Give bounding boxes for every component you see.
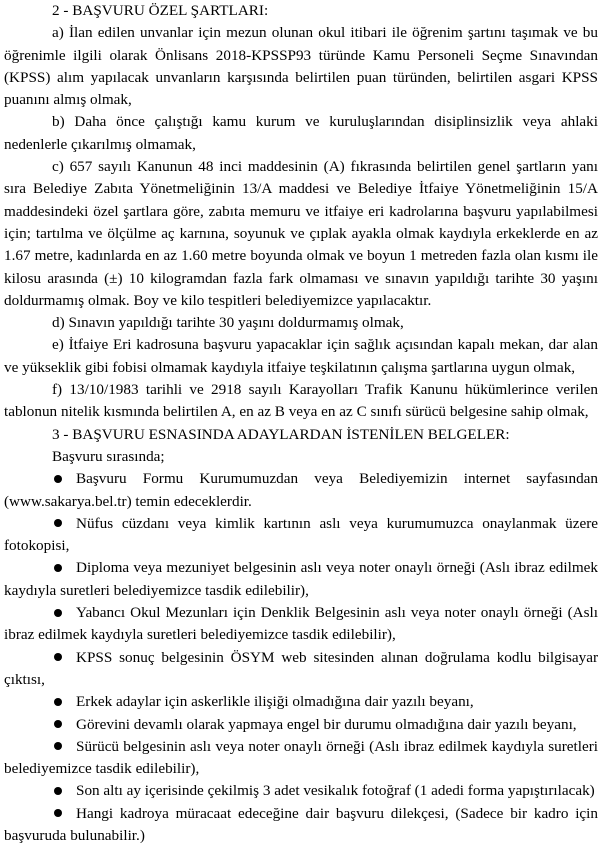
document-list-item xyxy=(4,736,598,781)
list-item-text: Sürücü belgesinin aslı veya noter onaylı örneği (Aslı ibraz edilmek kaydıyla suretleri belediyemizce tasdik edilebilir), xyxy=(4,737,598,778)
document-list-item xyxy=(4,803,598,847)
bullet-icon xyxy=(54,564,62,572)
requirement-b: b) Daha önce çalıştığı kamu kurum ve kuruluşlarından disiplinsizlik veya ahlaki nedenlerle çıkarılmış olmamak, xyxy=(4,113,598,153)
bullet-icon xyxy=(54,609,62,617)
list-item-text: KPSS sonuç belgesinin ÖSYM web sitesinden alınan doğrulama kodlu bilgisayar çıktısı, xyxy=(4,648,598,688)
list-item-text: Hangi kadroya müracaat edeceğine dair başvuru dilekçesi, (Sadece bir kadro için başvuruda bulunabilir.) xyxy=(4,804,598,844)
bullet-icon xyxy=(54,475,62,483)
list-item-text: Yabancı Okul Mezunları için Denklik Belgesinin aslı veya noter onaylı örneği (Aslı ibraz edilmek kaydıyla suretleri belediyemizce tasdik edilebilir), xyxy=(4,604,598,644)
section-3-heading: 3 - BAŞVURU ESNASINDA ADAYLARDAN İSTENİLEN BELGELER: xyxy=(52,425,510,443)
list-item-text: Diploma veya mezuniyet belgesinin aslı veya noter onaylı örneği (Aslı ibraz edilmek kaydıyla suretleri belediyemizce tasdik edilebilir), xyxy=(4,559,598,599)
document-list-item xyxy=(4,468,598,513)
bullet-icon xyxy=(54,519,62,527)
requirement-f: f) 13/10/1983 tarihli ve 2918 sayılı Karayolları Trafik Kanunu hükümlerince verilen tablonun nitelik kısmında belirtilen A, en az B veya en az C sınıfı sürücü belgesine sahip olmak, xyxy=(4,381,598,421)
document-list-item xyxy=(4,780,598,802)
bullet-icon xyxy=(54,653,62,661)
requirement-c: c) 657 sayılı Kanunun 48 inci maddesinin (A) fıkrasında belirtilen genel şartların yanı sıra Belediye Zabıta Yönetmeliğinin 13/A maddesi ve Belediye İtfaiye Yönetmeliğinin 15/A maddesindeki özel şartlara göre, zabıta memuru ve itfaiye eri kadrolarına başvuru yapılabilmesi için; tartılma ve ölçülme aç karnına, soyunuk ve çıplak ayakla olmak kaydıyla erkeklerde en az 1.67 metre, kadınlarda en az 1.60 metre boyunda olmak ve boyun 1 metreden fazla olan kısmı ile kilosu arasında (±) 10 kilogramdan fazla fark olmaması ve sınavın yapıldığı tarihte 30 yaşını doldurmamış olmak. Boy ve kilo tespitleri belediyemizce yapılacaktır. xyxy=(4,158,598,309)
requirement-d: d) Sınavın yapıldığı tarihte 30 yaşını doldurmamış olmak, xyxy=(52,314,404,332)
document-list-item xyxy=(4,647,598,692)
section-3-intro: Başvuru sırasında; xyxy=(52,447,165,465)
list-item-text: Erkek adaylar için askerlikle ilişiği olmadığına dair yazılı beyanı, xyxy=(76,693,474,711)
document-list-item xyxy=(4,714,598,736)
bullet-icon xyxy=(54,742,62,750)
requirement-a: a) İlan edilen unvanlar için mezun olunan okul itibari ile öğrenim şartını taşımak ve bu öğrenimle ilgili olarak Önlisans 2018-KPSSP93 türünde Kamu Personeli Seçme Sınavından (KPSS) alım yapılacak unvanların karşısında belirtilen puan türünden, belirtilen asgari KPSS puanını almış olmak, xyxy=(4,24,598,109)
requirement-e: e) İtfaiye Eri kadrosuna başvuru yapacaklar için sağlık açısından kapalı mekan, dar alan ve yükseklik gibi fobisi olmamak kaydıyla itfaiye teşkilatının çalışma şartlarına uygun olmak, xyxy=(4,336,598,376)
document-list-item xyxy=(4,691,598,713)
document-list-item xyxy=(4,557,598,602)
list-item-text: Son altı ay içerisinde çekilmiş 3 adet vesikalık fotoğraf (1 adedi forma yapıştırılacak) xyxy=(76,782,595,800)
bullet-icon xyxy=(54,720,62,728)
bullet-icon xyxy=(54,698,62,706)
list-item-text: Başvuru Formu Kurumumuzdan veya Belediyemizin internet sayfasından (www.sakarya.bel.tr) temin edeceklerdir. xyxy=(4,470,598,510)
bullet-icon xyxy=(54,787,62,795)
list-item-text: Görevini devamlı olarak yapmaya engel bir durumu olmadığına dair yazılı beyanı, xyxy=(76,715,577,733)
bullet-icon xyxy=(54,809,62,817)
document-list-item xyxy=(4,513,598,558)
section-2-heading: 2 - BAŞVURU ÖZEL ŞARTLARI: xyxy=(52,2,269,19)
document-list-item xyxy=(4,602,598,647)
list-item-text: Nüfus cüzdanı veya kimlik kartının aslı veya kurumumuzca onaylanmak üzere fotokopisi, xyxy=(4,514,598,555)
